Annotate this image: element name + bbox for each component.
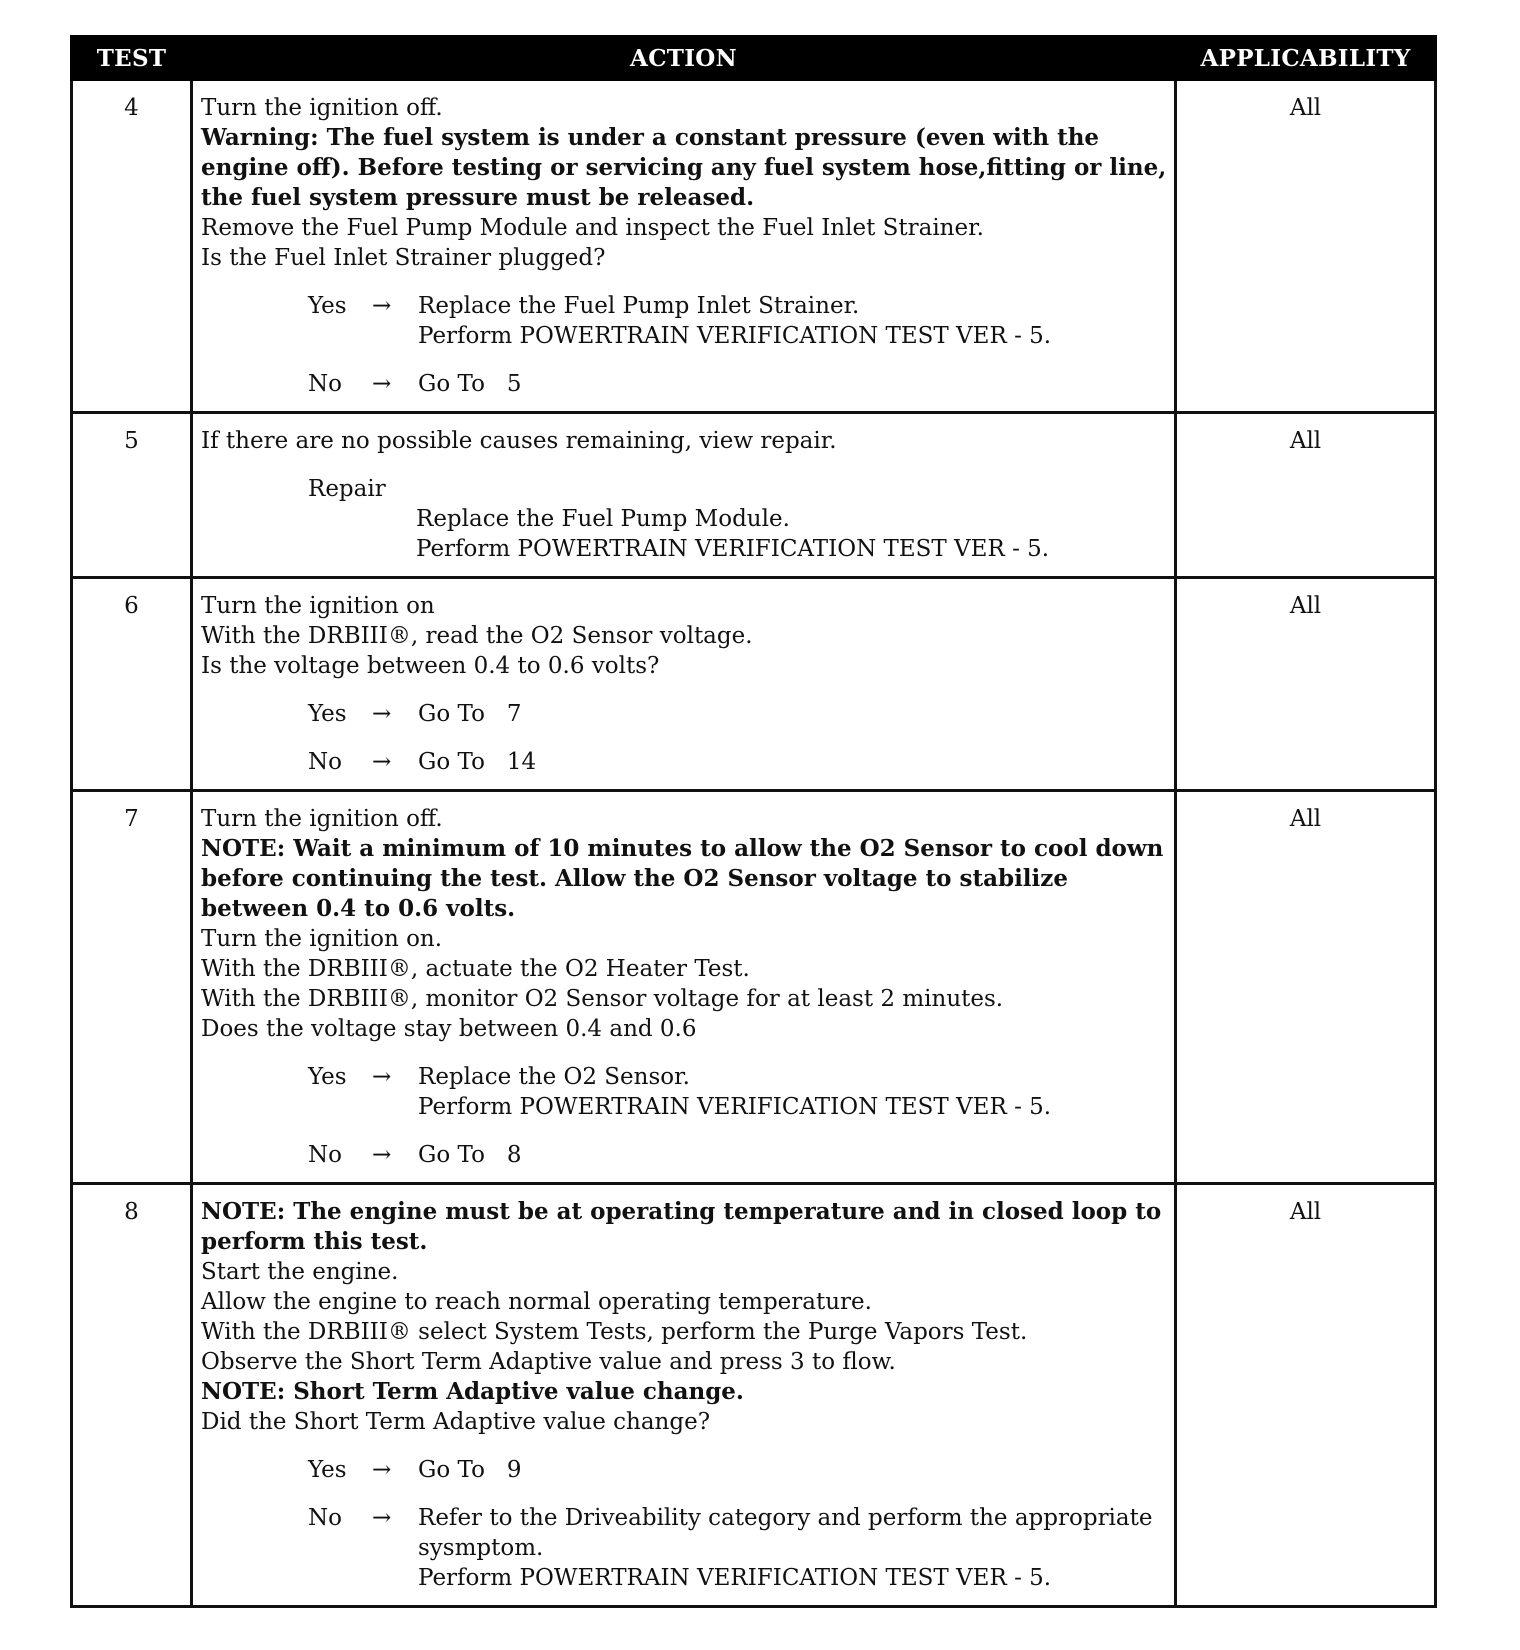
action-line: Remove the Fuel Pump Module and inspect the Fuel Inlet Strainer. (201, 215, 984, 241)
yes-branch (308, 1062, 1168, 1122)
applicability-value: All (1176, 578, 1436, 791)
action-cell (192, 791, 1176, 1184)
note-text: NOTE: Short Term Adaptive value change. (201, 1378, 744, 1405)
question-text: Is the voltage between 0.4 to 0.6 volts? (201, 653, 660, 679)
test-number: 7 (72, 791, 192, 1184)
header-test: TEST (72, 37, 192, 80)
yes-label: Yes (308, 701, 347, 727)
question-text: Is the Fuel Inlet Strainer plugged? (201, 245, 606, 271)
yes-branch (308, 699, 1168, 729)
note-text: NOTE: Wait a minimum of 10 minutes to allow the O2 Sensor to cool down before continuing the test. Allow the O2 Sensor voltage to stabilize between 0.4 to 0.6 volts. (201, 835, 1164, 922)
warning-text: Warning: The fuel system is under a constant pressure (even with the engine off). Before testing or servicing any fuel system hose,fitting or line, the fuel system pressure must be released. (201, 124, 1167, 211)
header-action: ACTION (192, 37, 1176, 80)
arrow-icon: → (372, 293, 392, 319)
action-line: With the DRBIII® select System Tests, perform the Purge Vapors Test. (201, 1319, 1028, 1345)
action-line: Observe the Short Term Adaptive value and press 3 to flow. (201, 1349, 896, 1375)
branch-line: Perform POWERTRAIN VERIFICATION TEST VER - 5. (418, 323, 1052, 349)
test-number: 4 (72, 80, 192, 413)
note-text: NOTE: The engine must be at operating temperature and in closed loop to perform this test. (201, 1198, 1162, 1255)
action-line: Turn the ignition on. (201, 926, 443, 952)
applicability-value: All (1176, 791, 1436, 1184)
branch-line: Go To 14 (418, 749, 537, 775)
action-line: With the DRBIII®, monitor O2 Sensor voltage for at least 2 minutes. (201, 986, 1004, 1012)
test-number: 6 (72, 578, 192, 791)
arrow-icon: → (372, 701, 392, 727)
branch-line: Go To 7 (418, 701, 522, 727)
table-row (72, 413, 1436, 578)
repair-line: Replace the Fuel Pump Module. (416, 506, 790, 532)
no-branch (308, 1140, 1168, 1170)
table-row (72, 578, 1436, 791)
action-line: Turn the ignition off. (201, 806, 443, 832)
no-branch (308, 369, 1168, 399)
test-number: 8 (72, 1184, 192, 1607)
arrow-icon: → (372, 1457, 392, 1483)
question-text: Does the voltage stay between 0.4 and 0.6 (201, 1016, 697, 1042)
arrow-icon: → (372, 1064, 392, 1090)
applicability-value: All (1176, 413, 1436, 578)
no-label: No (308, 371, 342, 397)
branch-result (418, 1062, 1168, 1122)
action-line: With the DRBIII®, actuate the O2 Heater Test. (201, 956, 750, 982)
test-number: 5 (72, 413, 192, 578)
diagnostic-sheet (70, 35, 1434, 1608)
applicability-value: All (1176, 80, 1436, 413)
arrow-icon: → (372, 371, 392, 397)
yes-label: Yes (308, 293, 347, 319)
yes-label: Yes (308, 1457, 347, 1483)
yes-branch (308, 291, 1168, 351)
action-cell (192, 1184, 1176, 1607)
header-applicability: APPLICABILITY (1176, 37, 1436, 80)
branch-line: Replace the Fuel Pump Inlet Strainer. (418, 293, 860, 319)
yes-label: Yes (308, 1064, 347, 1090)
arrow-icon: → (372, 1505, 392, 1531)
question-text: Did the Short Term Adaptive value change? (201, 1409, 711, 1435)
table-row (72, 1184, 1436, 1607)
action-cell (192, 413, 1176, 578)
branch-line: Go To 8 (418, 1142, 522, 1168)
repair-label: Repair (308, 476, 386, 502)
action-line: Turn the ignition on (201, 593, 435, 619)
action-line: Start the engine. (201, 1259, 399, 1285)
applicability-value: All (1176, 1184, 1436, 1607)
yes-branch (308, 1455, 1168, 1485)
branch-line: Refer to the Driveability category and perform the appropriate sysmptom. (418, 1505, 1153, 1561)
arrow-icon: → (372, 1142, 392, 1168)
action-line: If there are no possible causes remaining, view repair. (201, 428, 837, 454)
no-branch (308, 747, 1168, 777)
branch-line: Replace the O2 Sensor. (418, 1064, 690, 1090)
branch-result (418, 369, 1168, 399)
action-line: With the DRBIII®, read the O2 Sensor voltage. (201, 623, 753, 649)
branch-line: Go To 5 (418, 371, 522, 397)
action-line: Turn the ignition off. (201, 95, 443, 121)
header-row (72, 37, 1436, 80)
no-label: No (308, 1142, 342, 1168)
branch-result (418, 291, 1168, 351)
diagnostic-table (70, 35, 1437, 1608)
table-row (72, 791, 1436, 1184)
branch-result (418, 1503, 1168, 1593)
branch-line: Perform POWERTRAIN VERIFICATION TEST VER - 5. (418, 1565, 1052, 1591)
no-label: No (308, 749, 342, 775)
action-cell (192, 80, 1176, 413)
no-branch (308, 1503, 1168, 1593)
branch-line: Go To 9 (418, 1457, 522, 1483)
arrow-icon: → (372, 749, 392, 775)
action-cell (192, 578, 1176, 791)
table-row (72, 80, 1436, 413)
branch-line: Perform POWERTRAIN VERIFICATION TEST VER - 5. (418, 1094, 1052, 1120)
no-label: No (308, 1505, 342, 1531)
repair-line: Perform POWERTRAIN VERIFICATION TEST VER - 5. (416, 536, 1050, 562)
action-line: Allow the engine to reach normal operating temperature. (201, 1289, 872, 1315)
